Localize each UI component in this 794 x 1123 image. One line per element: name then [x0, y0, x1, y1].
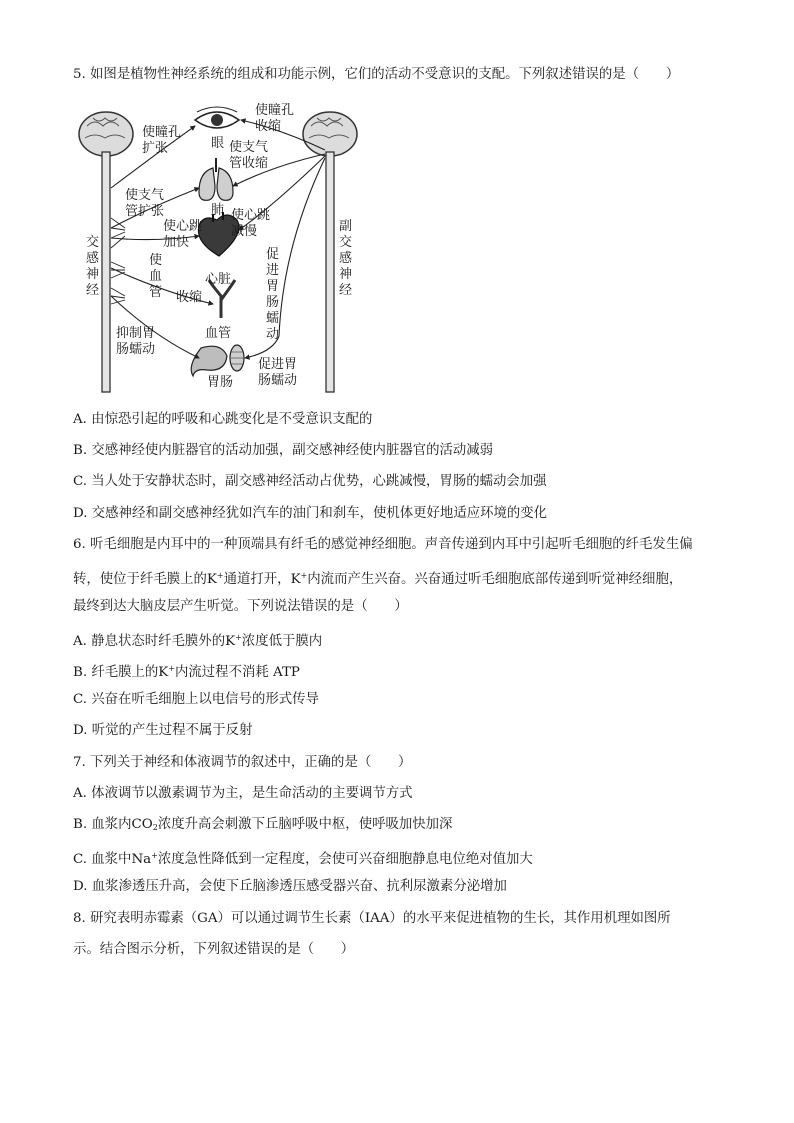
q6-stem-line2	[73, 567, 682, 589]
symp-pupil-label: 使瞳孔	[142, 125, 182, 140]
organ-eye-label: 眼	[211, 136, 225, 151]
symp-vessel-label: 使	[149, 253, 163, 268]
q6-option-c: C. 兴奋在听毛细胞上以电信号的形式传导	[73, 692, 319, 707]
q5-option-b: B. 交感神经使内脏器官的活动加强，副交感神经使内脏器官的活动减弱	[73, 443, 494, 458]
para-gut-label: 促进胃	[258, 357, 298, 372]
q6-option-d: D. 听觉的产生过程不属于反射	[73, 723, 253, 738]
superscript-plus: +	[168, 664, 176, 673]
q7-option-d: D. 血浆渗透压升高，会使下丘脑渗透压感受器兴奋、抗利尿激素分泌增加	[73, 879, 507, 894]
para-bronchus-label: 管收缩	[229, 156, 269, 171]
lung-icon	[199, 158, 233, 200]
q6-stem-text: 内流而产生兴奋。兴奋通过听毛细胞底部传递到听觉神经细胞，	[307, 572, 683, 587]
symp-pupil-label: 扩张	[142, 141, 169, 156]
para-gut-vertical-label	[266, 247, 279, 342]
q6-stem-text: 转，使位于纤毛膜上的K	[73, 572, 217, 587]
symp-bronchus-label: 使支气	[125, 188, 165, 203]
para-heart-label: 使心跳	[231, 208, 271, 223]
right-nerve-char: 神	[339, 267, 353, 282]
organ-lung-label: 肺	[211, 203, 225, 218]
symp-bronchus-label: 管扩张	[125, 204, 165, 219]
q6-stem-text: 通道打开，K	[223, 572, 301, 587]
gut-icon	[191, 345, 244, 376]
autonomic-nerve-diagram	[73, 96, 373, 396]
right-nerve-char: 经	[339, 283, 353, 298]
symp-vessel-label: 血	[149, 269, 163, 284]
para-gut-vchar: 动	[266, 327, 280, 342]
para-gut-label: 肠蠕动	[258, 373, 298, 388]
para-pupil-label: 使瞳孔	[255, 103, 295, 118]
superscript-plus: +	[151, 851, 158, 860]
superscript-plus: +	[216, 571, 224, 580]
q8-stem-line1: 8. 研究表明赤霉素（GA）可以通过调节生长素（IAA）的水平来促进植物的生长，其作用机理如图所	[73, 911, 671, 926]
q6-option-text: A. 静息状态时纤毛膜外的K	[73, 634, 236, 649]
left-nerve-char: 经	[86, 283, 100, 298]
right-brain-icon	[303, 112, 357, 156]
q6-option-b	[73, 660, 300, 682]
para-gut-vchar: 进	[266, 263, 280, 278]
eye-icon	[195, 107, 239, 128]
q7-option-a: A. 体液调节以激素调节为主，是生命活动的主要调节方式	[73, 786, 413, 801]
left-nerve-char: 神	[86, 267, 100, 282]
para-gut-vchar: 胃	[266, 279, 280, 294]
sympathetic-nerve-label	[86, 235, 99, 298]
symp-vessel-label: 收缩	[176, 290, 203, 305]
left-brain-icon	[79, 112, 133, 156]
left-nerve-char: 交	[86, 235, 100, 250]
symp-vessel-label: 管	[149, 285, 163, 300]
symp-heart-label: 使心跳	[163, 219, 203, 234]
para-gut-vchar: 促	[266, 247, 280, 262]
subscript-2: 2	[152, 823, 158, 832]
symp-gut-label: 抑制胃	[116, 326, 156, 341]
q7-option-b	[73, 816, 452, 837]
organ-gut-label: 胃肠	[207, 375, 234, 390]
right-nerve-char: 感	[339, 251, 353, 266]
symp-heart-label: 加快	[163, 235, 190, 250]
organ-heart-label: 心脏	[205, 272, 232, 287]
para-gut-vchar: 蠕	[266, 311, 280, 326]
left-spinal-cord	[102, 152, 110, 392]
q6-stem-line1: 6. 听毛细胞是内耳中的一种顶端具有纤毛的感觉神经细胞。声音传递到内耳中引起听毛细胞的纤毛发生偏	[73, 537, 693, 552]
q6-option-a	[73, 629, 322, 651]
organ-vessel-label: 血管	[205, 326, 232, 341]
q5-option-d: D. 交感神经和副交感神经犹如汽车的油门和刹车，使机体更好地适应环境的变化	[73, 506, 548, 521]
arrow-para-gut	[245, 158, 325, 358]
para-pupil-label: 收缩	[255, 119, 282, 134]
q6-option-text: 浓度低于膜内	[241, 634, 323, 649]
superscript-plus: +	[300, 571, 308, 580]
q5-option-c: C. 当人处于安静状态时，副交感神经活动占优势，心跳减慢，胃肠的蠕动会加强	[73, 474, 547, 489]
para-heart-label: 减慢	[231, 224, 258, 239]
symp-gut-label: 肠蠕动	[116, 342, 156, 357]
q7-option-text: 浓度急性降低到一定程度，会使可兴奋细胞静息电位绝对值加大	[157, 852, 533, 867]
parasympathetic-nerve-label	[339, 219, 352, 298]
q5-option-a: A. 由惊恐引起的呼吸和心跳变化是不受意识支配的	[73, 412, 373, 427]
right-nerve-char: 副	[339, 219, 353, 234]
q7-option-text: B. 血浆内CO	[73, 817, 153, 832]
q6-option-text: B. 纤毛膜上的K	[73, 665, 169, 680]
q8-stem-line2: 示。结合图示分析，下列叙述错误的是（ ）	[73, 942, 355, 957]
right-spinal-cord	[326, 152, 334, 392]
para-bronchus-label: 使支气	[229, 140, 269, 155]
q7-option-c	[73, 847, 533, 869]
q7-option-text: C. 血浆中Na	[73, 852, 152, 867]
superscript-plus: +	[235, 633, 242, 642]
left-nerve-char: 感	[86, 251, 100, 266]
q5-stem: 5. 如图是植物性神经系统的组成和功能示例，它们的活动不受意识的支配。下列叙述错误的是（ ）	[73, 67, 680, 82]
q7-option-text: 浓度升高会刺激下丘脑呼吸中枢，使呼吸加快加深	[157, 817, 453, 832]
q6-stem-line3: 最终到达大脑皮层产生听觉。下列说法错误的是（ ）	[73, 599, 408, 614]
right-nerve-char: 交	[339, 235, 353, 250]
q6-option-text: 内流过程不消耗 ATP	[175, 665, 300, 680]
para-gut-vchar: 肠	[266, 295, 280, 310]
q7-stem: 7. 下列关于神经和体液调节的叙述中，正确的是（ ）	[73, 755, 412, 770]
